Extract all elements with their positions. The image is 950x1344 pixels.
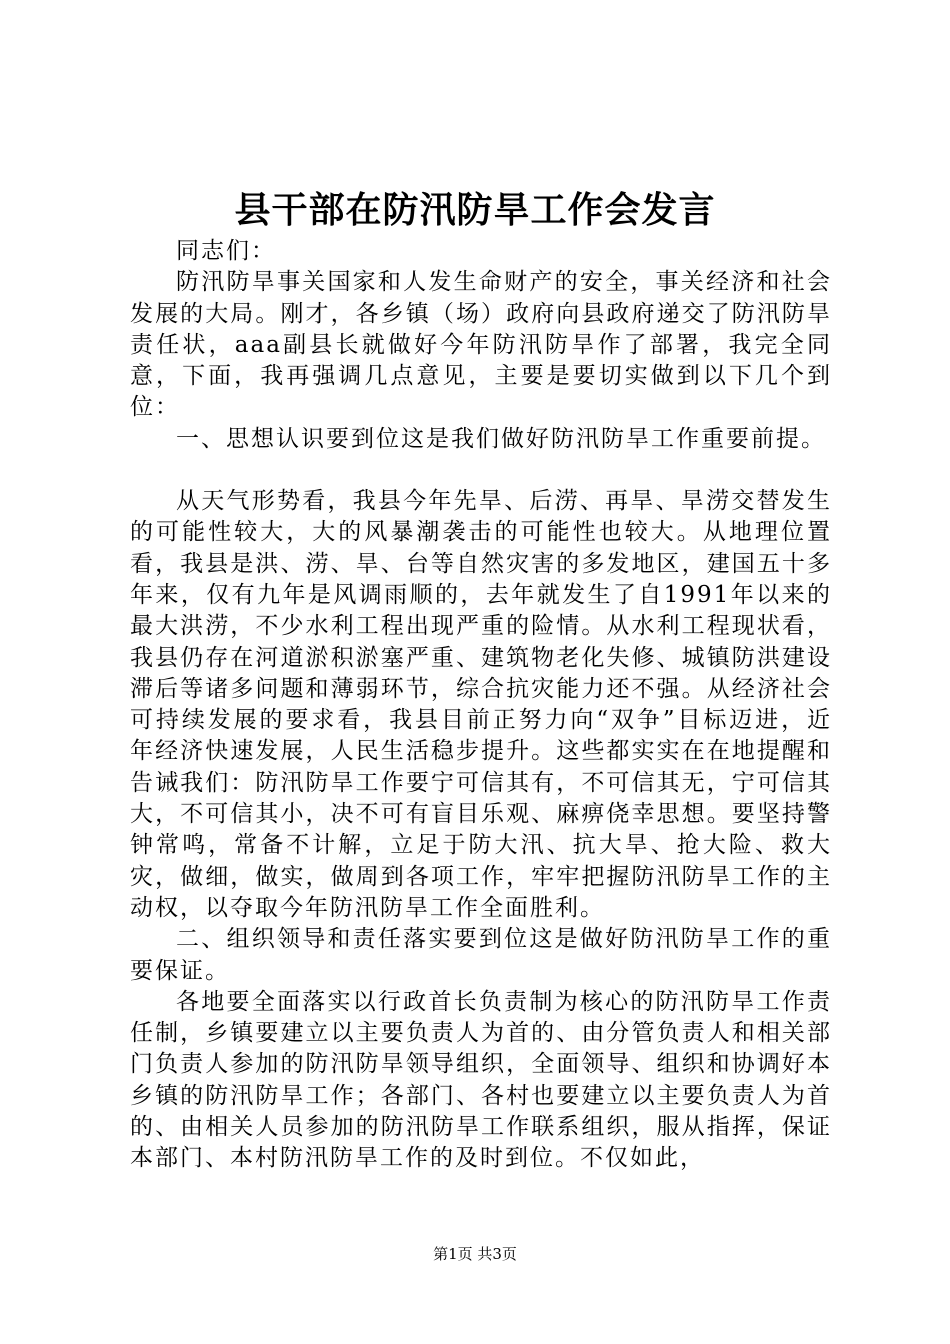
body-paragraph: 各地要全面落实以行政首长负责制为核心的防汛防旱工作责任制，乡镇要建立以主要负责人为首的、由分管负责人和相关部门负责人参加的防汛防旱领导组织，全面领导、组织和协调好本乡镇的防汛防旱工作；各部门、各村也要建立以主要负责人为首的、由相关人员参加的防汛防旱工作联系组织，服从指挥，保证本部门、本村防汛防旱工作的及时到位。不仅如此，	[130, 988, 832, 1172]
document-body	[130, 236, 832, 1175]
section-heading-1: 一、思想认识要到位这是我们做好防汛防旱工作重要前提。	[176, 425, 826, 452]
document-title: 县干部在防汛防旱工作会发言	[234, 189, 716, 231]
body-paragraph: 从天气形势看，我县今年先旱、后涝、再旱、旱涝交替发生的可能性较大，大的风暴潮袭击的可能性也较大。从地理位置看，我县是洪、涝、旱、台等自然灾害的多发地区，建国五十多年来，仅有九年是风调雨顺的，去年就发生了自1991年以来的最大洪涝，不少水利工程出现严重的险情。从水利工程现状看，我县仍存在河道淤积淤塞严重、建筑物老化失修、城镇防洪建设滞后等诸多问题和薄弱环节，综合抗灾能力还不强。从经济社会可持续发展的要求看，我县目前正努力向“双争”目标迈进，近年经济快速发展，人民生活稳步提升。这些都实实在在地提醒和告诫我们：防汛防旱工作要宁可信其有，不可信其无，宁可信其大，不可信其小，决不可有盲目乐观、麻痹侥幸思想。要坚持警钟常鸣，常备不计解，立足于防大汛、抗大旱、抢大险、救大灾，做细，做实，做周到各项工作，牢牢把握防汛防旱工作的主动权，以夺取今年防汛防旱工作全面胜利。	[130, 488, 832, 921]
section-heading-2: 二、组织领导和责任落实要到位这是做好防汛防旱工作的重要保证。	[130, 926, 832, 984]
body-paragraph: 防汛防旱事关国家和人发生命财产的安全，事关经济和社会发展的大局。刚才，各乡镇（场）政府向县政府递交了防汛防旱责任状，aaa副县长就做好今年防汛防旱作了部署，我完全同意，下面，我再强调几点意见，主要是要切实做到以下几个到位：	[130, 269, 832, 421]
salutation-paragraph: 同志们：	[176, 238, 276, 264]
page-footer: 第1页 共3页	[433, 1245, 517, 1263]
